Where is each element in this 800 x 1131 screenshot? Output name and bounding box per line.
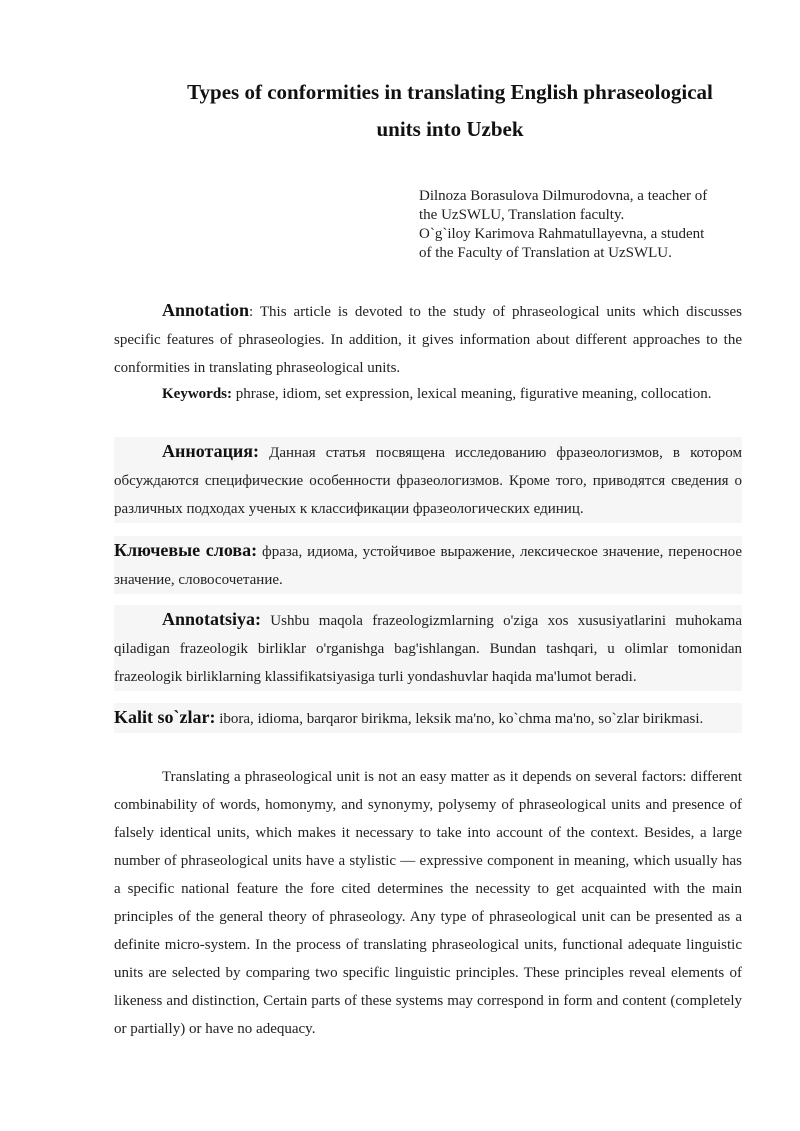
annotation-english <box>114 296 742 382</box>
title-line-1: Types of conformities in translating English phraseological <box>187 80 713 104</box>
annotation-russian <box>114 437 742 523</box>
keywords-russian-label: Ключевые слова: <box>114 540 258 560</box>
annotation-uzbek-label: Annotatsiya: <box>162 609 262 629</box>
keywords-english <box>114 380 742 408</box>
keywords-russian-text: фраза, идиома, устойчивое выражение, лексическое значение, переносное значение, словосочетание. <box>114 544 742 588</box>
title-line-2: units into Uzbek <box>376 117 524 141</box>
annotation-english-label: Annotation <box>162 300 250 320</box>
annotation-russian-label: Аннотация: <box>162 441 260 461</box>
annotation-english-text: : This article is devoted to the study of phraseological units which discusses specific features of phraseologies. In addition, it gives information about different approaches to the conformities in translating phraseological units. <box>114 304 742 376</box>
author-line-4: of the Faculty of Translation at UzSWLU. <box>419 245 672 261</box>
keywords-uzbek-text: ibora, idioma, barqaror birikma, leksik ma'no, ko`chma ma'no, so`zlar birikmasi. <box>215 711 704 727</box>
author-line-1: Dilnoza Borasulova Dilmurodovna, a teacher of <box>419 188 708 204</box>
keywords-russian <box>114 536 742 594</box>
annotation-russian-text: Данная статья посвящена исследованию фразеологизмов, в котором обсуждаются специфические особенности фразеологизмов. Кроме того, приводятся сведения о различных подходах ученых к классификации фразеологических единиц. <box>114 445 742 517</box>
keywords-uzbek-label: Kalit so`zlar: <box>114 707 216 727</box>
paper-title <box>150 74 750 148</box>
author-block <box>419 187 759 263</box>
annotation-uzbek-text: Ushbu maqola frazeologizmlarning o'ziga xos xususiyatlarini muhokama qiladigan frazeologik birliklar o'rganishga bag'ishlangan. Bundan tashqari, u olimlar tomonidan frazeologik birliklarning klassifikatsiyasiga turli yondashuvlar haqida ma'lumot beradi. <box>114 613 742 685</box>
keywords-uzbek <box>114 703 742 733</box>
author-line-2: the UzSWLU, Translation faculty. <box>419 207 625 223</box>
keywords-english-text: phrase, idiom, set expression, lexical meaning, figurative meaning, collocation. <box>232 386 712 402</box>
annotation-uzbek <box>114 605 742 691</box>
body-paragraph: Translating a phraseological unit is not an easy matter as it depends on several factors: different combinability of words, homonymy, and synonymy, polysemy of phraseological units and presence of falsely identical units, which makes it necessary to take into account of the context. Besides, a large number of phraseological units have a stylistic — expressive component in meaning, which usually has a specific national feature the fore cited determines the necessity to get acquainted with the main principles of the general theory of phraseology. Any type of phraseological unit can be presented as a definite micro-system. In the process of translating phraseological units, functional adequate linguistic units are selected by comparing two specific linguistic principles. These principles reveal elements of likeness and distinction, Certain parts of these systems may correspond in form and content (completely or partially) or have no adequacy. <box>114 769 742 1037</box>
keywords-english-label: Keywords: <box>162 386 232 402</box>
author-line-3: O`g`iloy Karimova Rahmatullayevna, a student <box>419 226 705 242</box>
